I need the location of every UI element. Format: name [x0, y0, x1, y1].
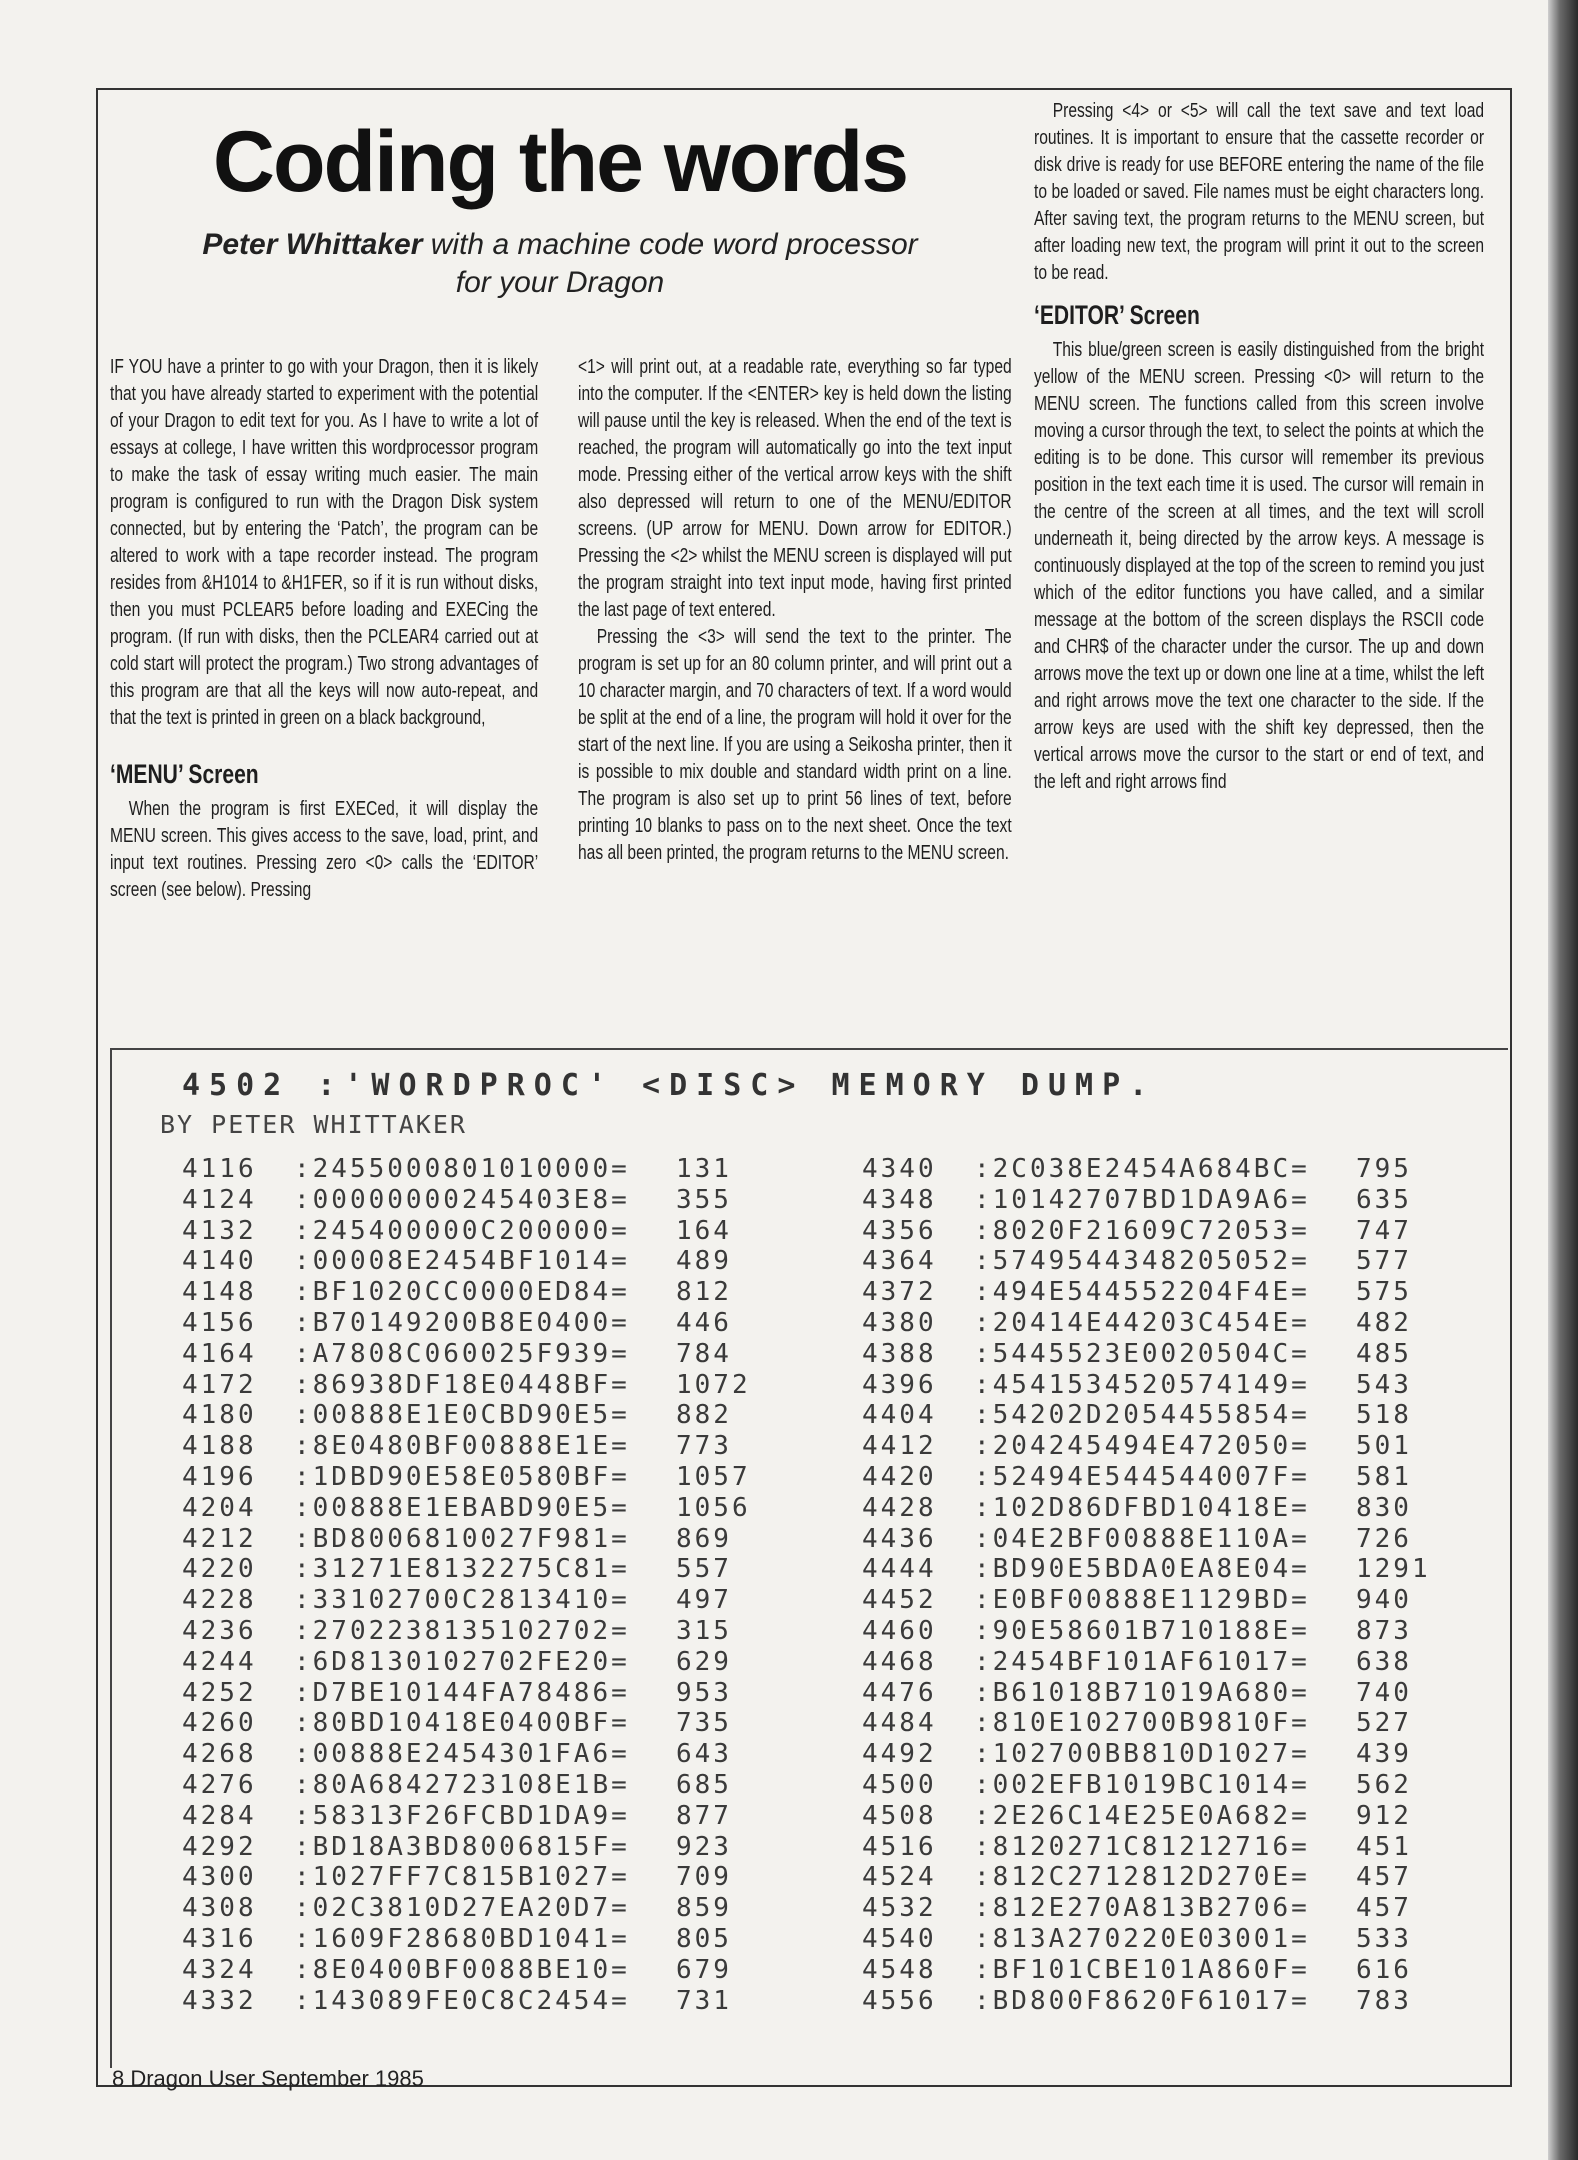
listing-line-number: 4316 — [182, 1923, 257, 1954]
listing-row — [182, 1585, 751, 1616]
listing-line-number: 4412 — [862, 1431, 937, 1462]
listing-row — [862, 1616, 1431, 1647]
listing-line-number: 4172 — [182, 1369, 257, 1400]
listing-checksum: 1057 — [676, 1461, 751, 1492]
listing-line-number: 4468 — [862, 1646, 937, 1677]
listing-checksum: 740 — [1356, 1677, 1412, 1708]
listing-row — [182, 1400, 751, 1431]
listing-hex-data: :204245494E472050= — [974, 1431, 1310, 1462]
listing-line-number: 4372 — [862, 1277, 937, 1308]
listing-checksum: 518 — [1356, 1400, 1412, 1431]
listing-row — [862, 1708, 1431, 1739]
listing-row — [862, 1801, 1431, 1832]
listing-row — [182, 1616, 751, 1647]
listing-hex-data: :002EFB1019BC1014= — [974, 1769, 1310, 1800]
listing-line-number: 4252 — [182, 1677, 257, 1708]
listing-checksum: 164 — [676, 1215, 732, 1246]
listing-row — [862, 1647, 1431, 1678]
listing-checksum: 577 — [1356, 1246, 1412, 1277]
listing-line-number: 4284 — [182, 1800, 257, 1831]
listing-checksum: 877 — [676, 1800, 732, 1831]
listing-line-number: 4124 — [182, 1184, 257, 1215]
listing-hex-data: :90E58601B710188E= — [974, 1615, 1310, 1646]
listing-line-number: 4476 — [862, 1677, 937, 1708]
listing-line-number: 4332 — [182, 1985, 257, 2016]
listing-row — [182, 1770, 751, 1801]
listing-hex-data: :6D8130102702FE20= — [294, 1646, 630, 1677]
listing-checksum: 575 — [1356, 1277, 1412, 1308]
listing-row — [182, 1524, 751, 1555]
listing-checksum: 747 — [1356, 1215, 1412, 1246]
listing-line-number: 4428 — [862, 1492, 937, 1523]
listing-line-number: 4452 — [862, 1585, 937, 1616]
listing-row — [182, 1277, 751, 1308]
listing-line-number: 4508 — [862, 1800, 937, 1831]
listing-row — [862, 1431, 1431, 1462]
listing-checksum: 731 — [676, 1985, 732, 2016]
listing-row — [862, 1678, 1431, 1709]
listing-hex-data: :245400000C200000= — [294, 1215, 630, 1246]
listing-checksum: 355 — [676, 1184, 732, 1215]
listing-row — [182, 1370, 751, 1401]
listing-row — [862, 1893, 1431, 1924]
listing-line-number: 4420 — [862, 1461, 937, 1492]
listing-hex-data: :02C3810D27EA20D7= — [294, 1893, 630, 1924]
listing-line-number: 4532 — [862, 1893, 937, 1924]
listing-hex-data: :BD8006810027F981= — [294, 1523, 630, 1554]
listing-checksum: 726 — [1356, 1523, 1412, 1554]
listing-hex-data: :5445523E0020504C= — [974, 1338, 1310, 1369]
listing-row — [182, 1678, 751, 1709]
listing-row — [182, 1554, 751, 1585]
listing-hex-data: :58313F26FCBD1DA9= — [294, 1800, 630, 1831]
listing-checksum: 679 — [676, 1954, 732, 1985]
listing-line-number: 4340 — [862, 1154, 937, 1184]
listing-row — [182, 1185, 751, 1216]
listing-column-left — [182, 1154, 751, 2016]
listing-hex-data: :8020F21609C72053= — [974, 1215, 1310, 1246]
listing-row — [862, 1462, 1431, 1493]
listing-checksum: 685 — [676, 1769, 732, 1800]
listing-row — [182, 1708, 751, 1739]
listing-checksum: 581 — [1356, 1461, 1412, 1492]
listing-checksum: 616 — [1356, 1954, 1412, 1985]
listing-hex-data: :B70149200B8E0400= — [294, 1307, 630, 1338]
listing-checksum: 1072 — [676, 1369, 751, 1400]
paragraph: When the program is first EXECed, it will display the MENU screen. This gives access to the save, load, print, and input text routines. Pressing zero <0> calls the ‘EDITOR’ screen (see below). Pressing — [110, 798, 539, 901]
listing-line-number: 4484 — [862, 1708, 937, 1739]
listing-line-number: 4356 — [862, 1215, 937, 1246]
listing-line-number: 4140 — [182, 1246, 257, 1277]
subtitle-text: with a machine code word processor for your Dragon — [422, 228, 918, 299]
listing-hex-data: :143089FE0C8C2454= — [294, 1985, 630, 2016]
paragraph: Pressing <4> or <5> will call the text save and text load routines. It is important to ensure that the cassette recorder or disk drive is ready for use BEFORE entering the name of the file to be loaded or saved. File names must be eight characters long. After saving text, the program returns to the MENU screen, but after loading new text, the program will print it out to the screen to be read. — [1034, 100, 1485, 284]
listing-line-number: 4556 — [862, 1985, 937, 2016]
listing-row — [862, 1924, 1431, 1955]
listing-row — [862, 1493, 1431, 1524]
listing-row — [182, 1832, 751, 1863]
listing-line-number: 4364 — [862, 1246, 937, 1277]
listing-line-number: 4524 — [862, 1862, 937, 1893]
listing-row — [862, 1862, 1431, 1893]
listing-checksum: 497 — [676, 1585, 732, 1616]
listing-line-number: 4164 — [182, 1338, 257, 1369]
author-name: Peter Whittaker — [202, 228, 423, 261]
listing-hex-data: :D7BE10144FA78486= — [294, 1677, 630, 1708]
listing-checksum: 439 — [1356, 1739, 1412, 1770]
listing-row — [182, 1924, 751, 1955]
listing-hex-data: :8120271C81212716= — [974, 1831, 1310, 1862]
listing-row — [182, 1739, 751, 1770]
listing-row — [182, 1462, 751, 1493]
listing-checksum: 315 — [676, 1615, 732, 1646]
listing-line-number: 4276 — [182, 1769, 257, 1800]
article-title: Coding the words — [212, 114, 908, 210]
listing-hex-data: :812E270A813B2706= — [974, 1893, 1310, 1924]
listing-line-number: 4492 — [862, 1739, 937, 1770]
listing-row — [862, 1370, 1431, 1401]
listing-column-right — [862, 1154, 1431, 2016]
listing-row — [182, 1955, 751, 1986]
listing-checksum: 457 — [1356, 1862, 1412, 1893]
listing-row — [862, 1308, 1431, 1339]
listing-hex-data: :BD800F8620F61017= — [974, 1985, 1310, 2016]
listing-line-number: 4188 — [182, 1431, 257, 1462]
listing-hex-data: :8E0480BF00888E1E= — [294, 1431, 630, 1462]
listing-checksum: 953 — [676, 1677, 732, 1708]
listing-hex-data: :E0BF00888E1129BD= — [974, 1585, 1310, 1616]
listing-hex-data: :1DBD90E58E0580BF= — [294, 1461, 630, 1492]
listing-row — [862, 1955, 1431, 1986]
listing-line-number: 4132 — [182, 1215, 257, 1246]
listing-row — [182, 1246, 751, 1277]
listing-row — [182, 1647, 751, 1678]
listing-checksum: 482 — [1356, 1307, 1412, 1338]
listing-checksum: 709 — [676, 1862, 732, 1893]
listing-row — [182, 1308, 751, 1339]
listing-line-number: 4220 — [182, 1554, 257, 1585]
listing-checksum: 457 — [1356, 1893, 1412, 1924]
listing-checksum: 451 — [1356, 1831, 1412, 1862]
section-heading-menu: ‘MENU’ Screen — [110, 759, 259, 789]
listing-line-number: 4516 — [862, 1831, 937, 1862]
listing-checksum: 131 — [676, 1154, 732, 1184]
listing-hex-data: :2702238135102702= — [294, 1615, 630, 1646]
listing-hex-data: :102700BB810D1027= — [974, 1739, 1310, 1770]
listing-hex-data: :00888E2454301FA6= — [294, 1739, 630, 1770]
listing-hex-data: :4541534520574149= — [974, 1369, 1310, 1400]
listing-row — [182, 1893, 751, 1924]
listing-byline: BY PETER WHITTAKER — [160, 1110, 467, 1139]
listing-hex-data: :00888E1E0CBD90E5= — [294, 1400, 630, 1431]
listing-hex-data: :80BD10418E0400BF= — [294, 1708, 630, 1739]
paragraph: This blue/green screen is easily distinguished from the bright yellow of the MENU screen. Pressing <0> will return to the MENU screen. The functions called from this screen involve moving a cursor through the text, to select the points at which the editing is to be done. This cursor will remember its previous position in the text each time it is used. The cursor will remain in the centre of the screen at all times, and the text will scroll underneath it, being directed by the arrow keys. A message is continuously displayed at the top of the screen to remind you just which of the editor functions you have called, and a similar message at the bottom of the screen displays the RSCII code and CHR$ of the character under the cursor. The up and down arrows move the text up or down one line at a time, whilst the left and right arrows move the text one character to the side. If the arrow keys are used with the shift key depressed, then the vertical arrows move the cursor to the start or end of text, and the left and right arrows find — [1034, 339, 1485, 793]
listing-checksum: 873 — [1356, 1615, 1412, 1646]
listing-row — [182, 1801, 751, 1832]
listing-hex-data: :BF1020CC0000ED84= — [294, 1277, 630, 1308]
listing-row — [862, 1339, 1431, 1370]
listing-row — [182, 1493, 751, 1524]
listing-row — [862, 1216, 1431, 1247]
listing-line-number: 4196 — [182, 1461, 257, 1492]
listing-row — [182, 1986, 751, 2017]
column-1 — [110, 354, 538, 904]
listing-row — [862, 1739, 1431, 1770]
listing-checksum: 629 — [676, 1646, 732, 1677]
listing-row — [182, 1431, 751, 1462]
listing-checksum: 1056 — [676, 1492, 751, 1523]
listing-checksum: 501 — [1356, 1431, 1412, 1462]
listing-checksum: 527 — [1356, 1708, 1412, 1739]
listing-hex-data: :B61018B71019A680= — [974, 1677, 1310, 1708]
listing-hex-data: :2455000801010000= — [294, 1154, 630, 1184]
listing-checksum: 882 — [676, 1400, 732, 1431]
listing-checksum: 923 — [676, 1831, 732, 1862]
listing-hex-data: :80A6842723108E1B= — [294, 1769, 630, 1800]
column-3 — [1034, 98, 1484, 796]
listing-hex-data: :00008E2454BF1014= — [294, 1246, 630, 1277]
section-heading-editor: ‘EDITOR’ Screen — [1034, 300, 1200, 330]
listing-hex-data: :00000000245403E8= — [294, 1184, 630, 1215]
listing-checksum: 912 — [1356, 1800, 1412, 1831]
listing-checksum: 735 — [676, 1708, 732, 1739]
listing-line-number: 4324 — [182, 1954, 257, 1985]
listing-line-number: 4292 — [182, 1831, 257, 1862]
listing-hex-data: :BD18A3BD8006815F= — [294, 1831, 630, 1862]
listing-checksum: 869 — [676, 1523, 732, 1554]
listing-line-number: 4380 — [862, 1307, 937, 1338]
listing-hex-data: :2C038E2454A684BC= — [974, 1154, 1310, 1184]
listing-row — [862, 1185, 1431, 1216]
listing-row — [862, 1554, 1431, 1585]
listing-hex-data: :810E102700B9810F= — [974, 1708, 1310, 1739]
listing-row — [862, 1154, 1431, 1185]
listing-row — [182, 1339, 751, 1370]
listing-line-number: 4308 — [182, 1893, 257, 1924]
listing-hex-data: :5749544348205052= — [974, 1246, 1310, 1277]
listing-hex-data: :1027FF7C815B1027= — [294, 1862, 630, 1893]
listing-checksum: 1291 — [1356, 1554, 1431, 1585]
listing-hex-data: :2454BF101AF61017= — [974, 1646, 1310, 1677]
listing-hex-data: :31271E8132275C81= — [294, 1554, 630, 1585]
listing-row — [862, 1986, 1431, 2017]
listing-line-number: 4268 — [182, 1739, 257, 1770]
listing-checksum: 940 — [1356, 1585, 1412, 1616]
listing-checksum: 533 — [1356, 1923, 1412, 1954]
page-binding-edge — [1548, 0, 1578, 2160]
listing-checksum: 485 — [1356, 1338, 1412, 1369]
listing-hex-data: :BD90E5BDA0EA8E04= — [974, 1554, 1310, 1585]
listing-line-number: 4444 — [862, 1554, 937, 1585]
listing-line-number: 4388 — [862, 1338, 937, 1369]
listing-hex-data: :812C2712812D270E= — [974, 1862, 1310, 1893]
listing-hex-data: :33102700C2813410= — [294, 1585, 630, 1616]
listing-row — [862, 1277, 1431, 1308]
listing-hex-data: :86938DF18E0448BF= — [294, 1369, 630, 1400]
listing-row — [182, 1154, 751, 1185]
listing-header: 4502 :'WORDPROC' <DISC> MEMORY DUMP. — [182, 1068, 1157, 1103]
listing-checksum: 638 — [1356, 1646, 1412, 1677]
listing-line-number: 4236 — [182, 1615, 257, 1646]
listing-hex-data: :494E544552204F4E= — [974, 1277, 1310, 1308]
listing-line-number: 4300 — [182, 1862, 257, 1893]
listing-row — [182, 1216, 751, 1247]
listing-line-number: 4548 — [862, 1954, 937, 1985]
listing-checksum: 543 — [1356, 1369, 1412, 1400]
listing-hex-data: :813A270220E03001= — [974, 1923, 1310, 1954]
listing-line-number: 4212 — [182, 1523, 257, 1554]
listing-checksum: 805 — [676, 1923, 732, 1954]
paragraph: IF YOU have a printer to go with your Dragon, then it is likely that you have already started to experiment with the potential of your Dragon to edit text for you. As I have to write a lot of essays at college, I have written this wordprocessor program to make the task of essay writing much easier. The main program is configured to run with the Dragon Disk system connected, but by entering the ‘Patch’, the program can be altered to work with a tape recorder instead. The program resides from &H1014 to &H1FER, so if it is run without disks, then you must PCLEAR5 before loading and EXECing the program. (If run with disks, then the PCLEAR4 carried out at cold start will protect the program.) Two strong advantages of this program are that all the keys will now auto-repeat, and that the text is printed in green on a black background, — [110, 356, 539, 729]
listing-row — [862, 1585, 1431, 1616]
listing-line-number: 4156 — [182, 1307, 257, 1338]
listing-row — [182, 1862, 751, 1893]
listing-line-number: 4500 — [862, 1769, 937, 1800]
listing-hex-data: :00888E1EBABD90E5= — [294, 1492, 630, 1523]
listing-line-number: 4436 — [862, 1523, 937, 1554]
article-subtitle — [200, 226, 920, 302]
listing-hex-data: :BF101CBE101A860F= — [974, 1954, 1310, 1985]
listing-hex-data: :8E0400BF0088BE10= — [294, 1954, 630, 1985]
listing-checksum: 859 — [676, 1893, 732, 1924]
listing-hex-data: :54202D2054455854= — [974, 1400, 1310, 1431]
listing-checksum: 795 — [1356, 1154, 1412, 1184]
listing-line-number: 4404 — [862, 1400, 937, 1431]
listing-line-number: 4228 — [182, 1585, 257, 1616]
listing-hex-data: :A7808C060025F939= — [294, 1338, 630, 1369]
listing-checksum: 446 — [676, 1307, 732, 1338]
listing-line-number: 4348 — [862, 1184, 937, 1215]
listing-checksum: 812 — [676, 1277, 732, 1308]
listing-line-number: 4396 — [862, 1369, 937, 1400]
listing-hex-data: :102D86DFBD10418E= — [974, 1492, 1310, 1523]
listing-line-number: 4260 — [182, 1708, 257, 1739]
listing-line-number: 4180 — [182, 1400, 257, 1431]
listing-row — [862, 1770, 1431, 1801]
listing-line-number: 4460 — [862, 1615, 937, 1646]
listing-line-number: 4540 — [862, 1923, 937, 1954]
listing-row — [862, 1246, 1431, 1277]
listing-checksum: 643 — [676, 1739, 732, 1770]
memory-dump-listing — [110, 1048, 1508, 2068]
paragraph: <1> will print out, at a readable rate, everything so far typed into the computer. If the <ENTER> key is held down the listing will pause until the key is released. When the end of the text is reached, the program will automatically go into the text input mode. Pressing either of the vertical arrow keys with the shift also depressed will return to one of the MENU/EDITOR screens. (UP arrow for MENU. Down arrow for EDITOR.) Pressing the <2> whilst the MENU screen is displayed will put the program straight into text input mode, having first printed the last page of text entered. — [578, 356, 1012, 621]
listing-line-number: 4204 — [182, 1492, 257, 1523]
listing-line-number: 4116 — [182, 1154, 257, 1184]
paragraph: Pressing the <3> will send the text to the printer. The program is set up for an 80 column printer, and will print out a 10 character margin, and 70 characters of text. If a word would be split at the end of a line, the program will hold it over for the start of the next line. If you are using a Seikosha printer, then it is possible to mix double and standard width print on a line. The program is also set up to print 56 lines of text, before printing 10 blanks to pass on to the next sheet. Once the text has all been printed, the program returns to the MENU screen. — [578, 626, 1012, 864]
listing-hex-data: :20414E44203C454E= — [974, 1307, 1310, 1338]
listing-checksum: 830 — [1356, 1492, 1412, 1523]
listing-line-number: 4148 — [182, 1277, 257, 1308]
listing-hex-data: :2E26C14E25E0A682= — [974, 1800, 1310, 1831]
listing-hex-data: :52494E544544007F= — [974, 1461, 1310, 1492]
listing-row — [862, 1400, 1431, 1431]
listing-checksum: 783 — [1356, 1985, 1412, 2016]
listing-row — [862, 1524, 1431, 1555]
listing-line-number: 4244 — [182, 1646, 257, 1677]
listing-hex-data: :04E2BF00888E110A= — [974, 1523, 1310, 1554]
page-footer: 8 Dragon User September 1985 — [112, 2066, 424, 2091]
listing-checksum: 784 — [676, 1338, 732, 1369]
listing-checksum: 635 — [1356, 1184, 1412, 1215]
listing-checksum: 489 — [676, 1246, 732, 1277]
column-2 — [578, 354, 1012, 867]
listing-row — [862, 1832, 1431, 1863]
listing-checksum: 562 — [1356, 1769, 1412, 1800]
listing-hex-data: :1609F28680BD1041= — [294, 1923, 630, 1954]
listing-checksum: 557 — [676, 1554, 732, 1585]
listing-hex-data: :10142707BD1DA9A6= — [974, 1184, 1310, 1215]
listing-checksum: 773 — [676, 1431, 732, 1462]
